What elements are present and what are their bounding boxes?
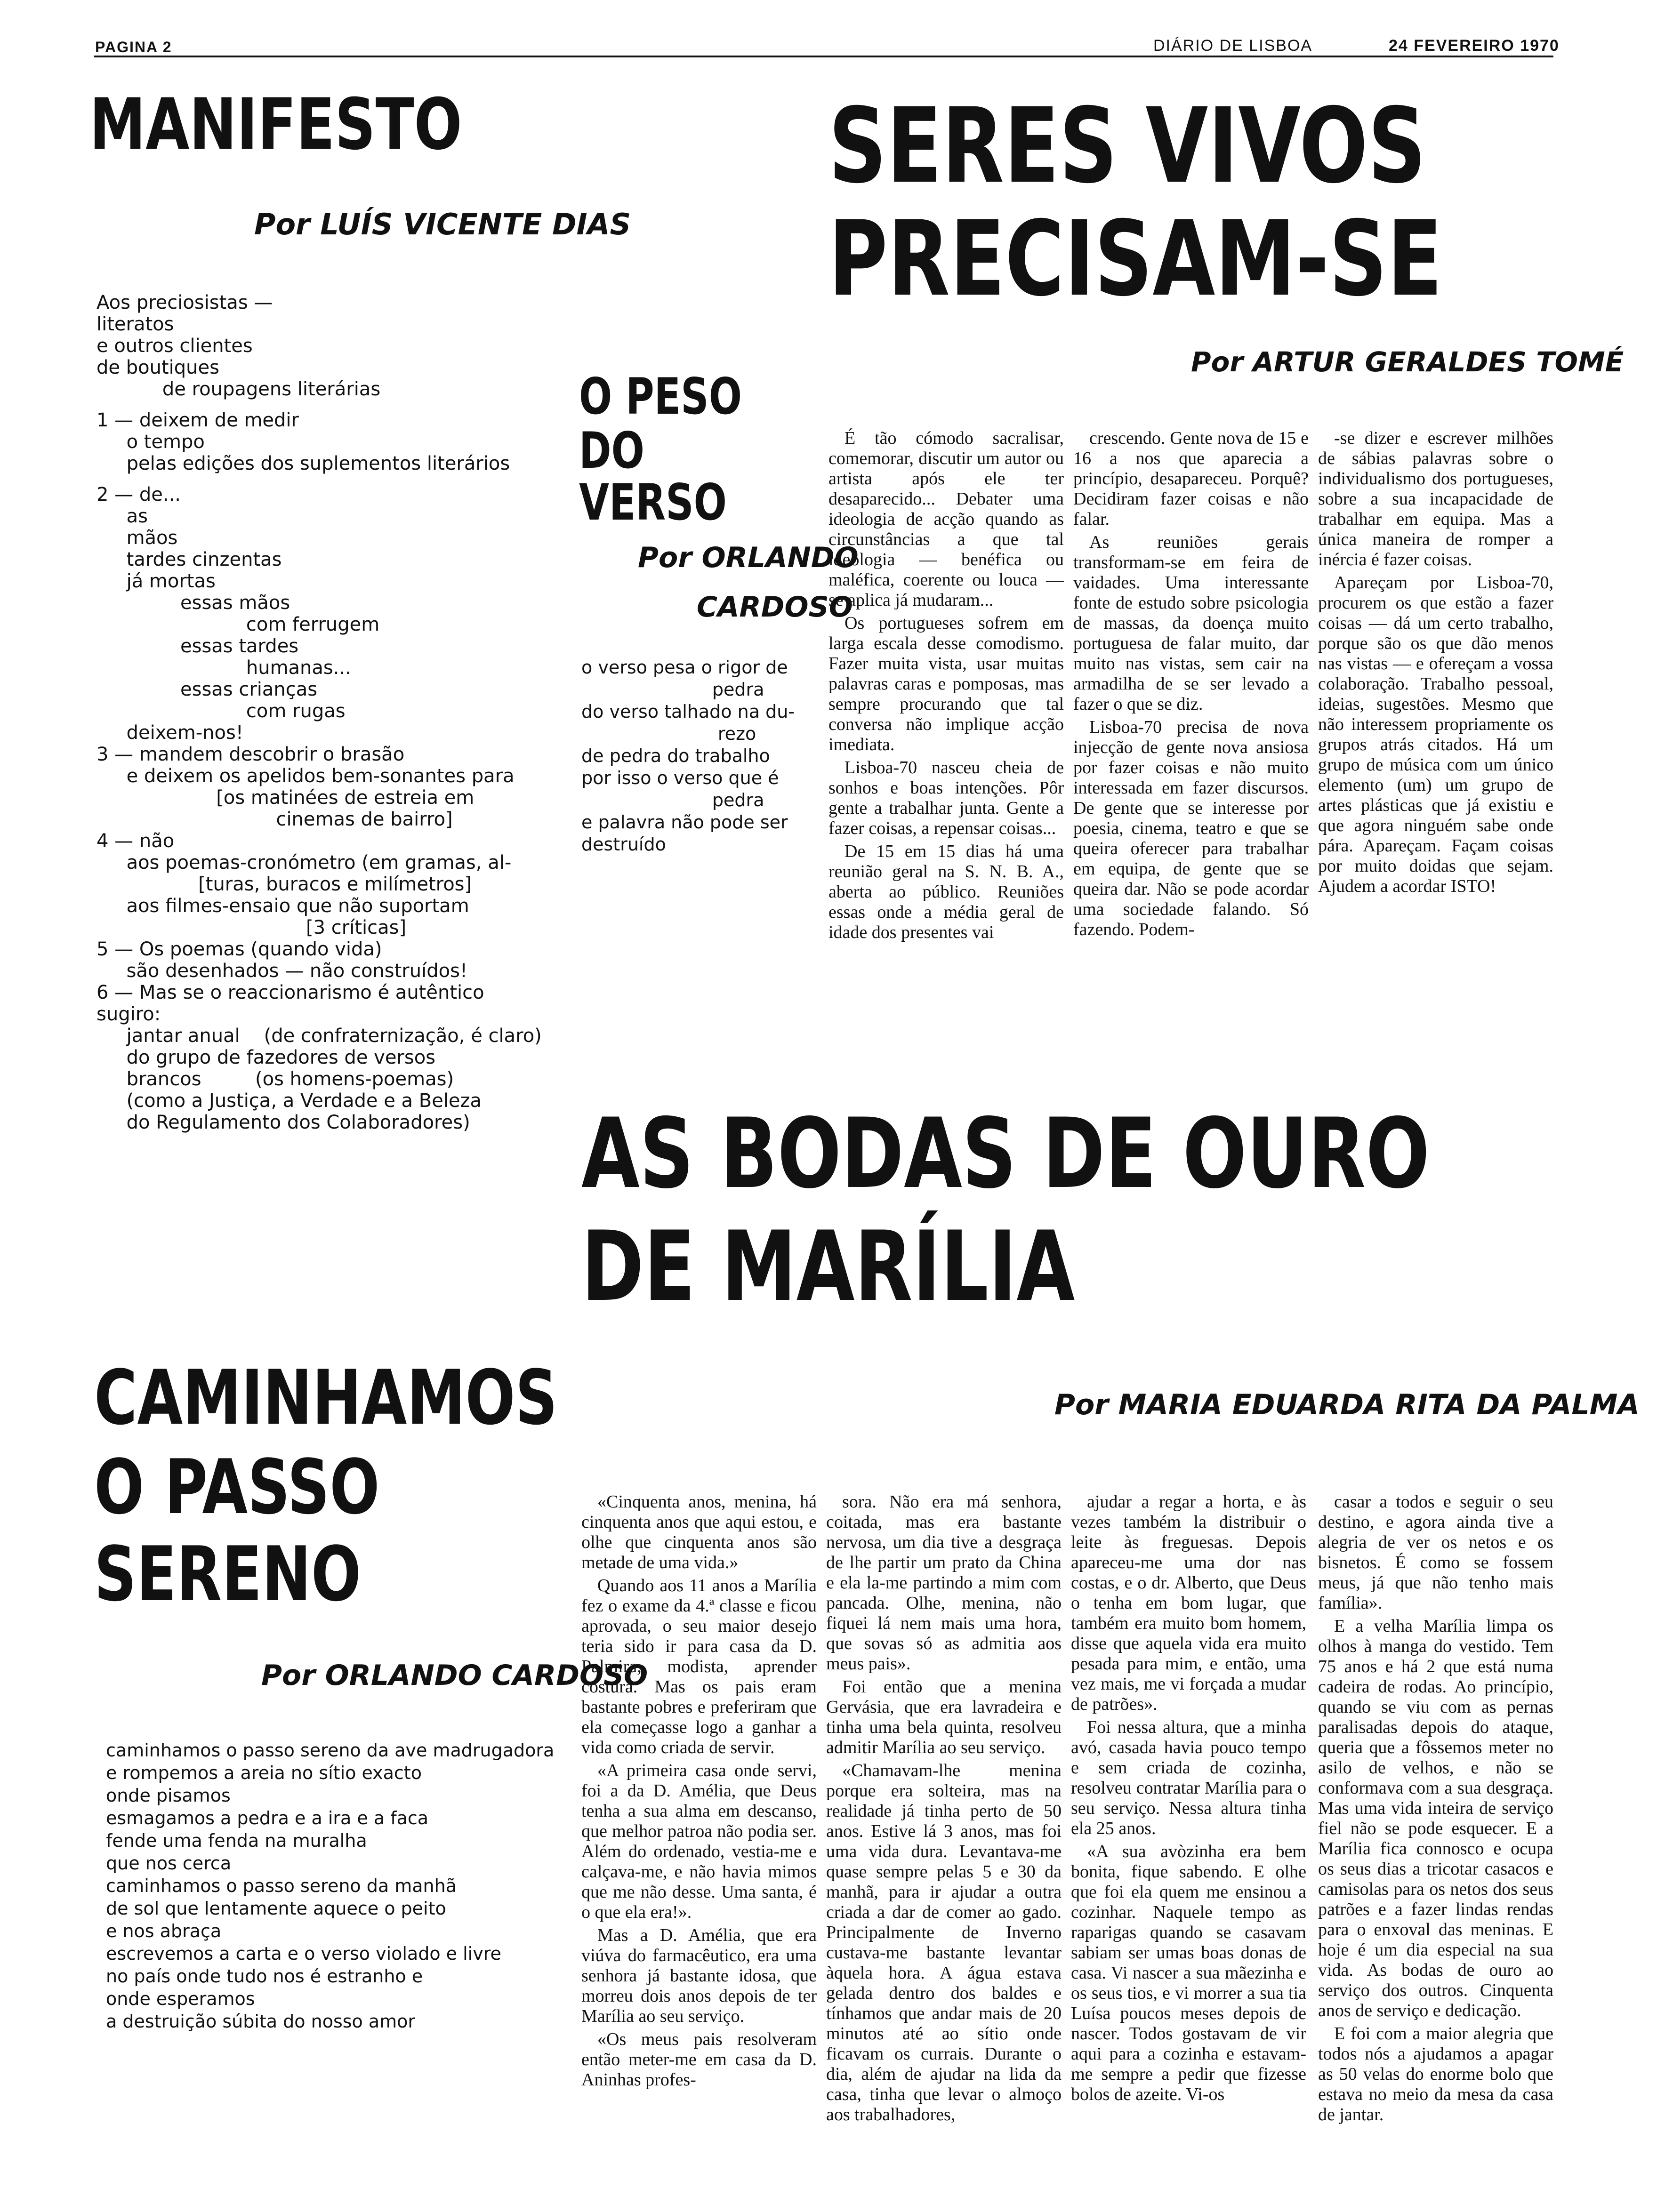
poem-line: escrevemos a carta e o verso violado e livre	[106, 1943, 501, 1964]
poem-line: tardes cinzentas	[97, 549, 282, 570]
peso-byline: CARDOSO	[697, 591, 853, 624]
paragraph: «A sua avòzinha era bem bonita, fique sabendo. E olhe que foi ela quem me ensinou a cozinhar. Naquele tempo as raparigas quando se casavam sabiam ser umas boas donas de casa. Vi nascer a sua mãezinha e os seus tios, e vi morrer a sua tia Luísa poucos meses depois de nascer. Todos gostavam de vir aqui para a cozinha e estavam-me sempre a pedir que fizesse bolos de azeite. Vi-os	[1071, 1842, 1306, 2104]
poem-line: pedra	[581, 790, 764, 810]
bodas-column	[1318, 1492, 1553, 2141]
poem-line: 2 — de...	[97, 484, 181, 505]
newspaper-name: DIÁRIO DE LISBOA	[1153, 37, 1313, 55]
caminhamos-byline: Por ORLANDO CARDOSO	[261, 1659, 648, 1692]
paragraph: «Os meus pais resolveram então meter-me em casa da D. Aninhas profes-	[581, 2029, 817, 2090]
paragraph: casar a todos e seguir o seu destino, e agora ainda tive a alegria de ver os netos e os bisnetos. É como se fossem meus, já que não tenho mais família».	[1318, 1492, 1553, 1613]
paragraph: Os portugueses sofrem em larga escala desse comodismo. Fazer muita vista, usar muitas palavras caras e pomposas, mas sempre procurando que tal conversa não implique acção imediata.	[828, 613, 1064, 754]
bodas-column	[581, 1492, 817, 2141]
poem-line: 1 — deixem de medir	[97, 409, 299, 431]
poem-line: sugiro:	[97, 1003, 161, 1025]
bodas-column	[1071, 1492, 1306, 2141]
caminhamos-poem	[106, 1739, 572, 2033]
peso-title-line: DO	[579, 422, 644, 480]
poem-line: onde esperamos	[106, 1988, 255, 2009]
poem-line: por isso o verso que é	[581, 768, 779, 788]
poem-line: 4 — não	[97, 830, 175, 852]
poem-line: fende uma fenda na muralha	[106, 1830, 367, 1851]
poem-line: de boutiques	[97, 357, 219, 378]
paragraph: «Chamavam-lhe menina porque era solteira, mas na realidade já tinha perto de 50 anos. Estive lá 3 anos, mas foi uma vida dura. Levantava-me quase sempre pelas 5 e 30 da manhã, para ir ajudar a outra criada a dar de comer ao gado. Principalmente de Inverno custava-me bastante levantar àquela hora. A água estava gelada dentro dos baldes e tínhamos que andar mais de 20 minutos até ao sítio onde ficavam os currais. Durante o dia, além de ajudar na lida da casa, tinha que levar o almoço aos trabalhadores,	[826, 1761, 1062, 2124]
poem-line: essas mãos	[97, 592, 290, 614]
poem-line: no país onde tudo nos é estranho e	[106, 1966, 423, 1987]
poem-line: que nos cerca	[106, 1853, 232, 1874]
poem-line: de pedra do trabalho	[581, 745, 770, 766]
poem-line: [os matinées de estreia em	[97, 787, 475, 809]
seres-title-line: PRECISAM-SE	[828, 199, 1443, 319]
paragraph: Foi então que a menina Gervásia, que era lavradeira e tinha uma bela quinta, resolveu admitir Marília ao seu serviço.	[826, 1677, 1062, 1757]
paragraph: sora. Não era má senhora, coitada, mas era bastante nervosa, um dia tive a desgraça de lhe partir um prato da China e ela la-me partindo a mim com pancada. Olhe, menina, não fiquei lá nem mais uma hora, que sovas só as admitia aos meus pais».	[826, 1492, 1062, 1674]
paragraph: As reuniões gerais transformam-se em feira de vaidades. Uma interessante fonte de estudo sobre psicologia de massas, da doença muito portuguesa de falar muito, dar muito nas vistas, sem cair na armadilha de se ser levado a fazer o que se diz.	[1073, 532, 1309, 714]
poem-line: caminhamos o passo sereno da manhã	[106, 1875, 457, 1896]
paragraph: E foi com a maior alegria que todos nós a ajudamos a apagar as 50 velas do enorme bolo que estava no meio da mesa da casa de jantar.	[1318, 2024, 1553, 2124]
poem-line: e nos abraça	[106, 1921, 222, 1941]
paragraph: E a velha Marília limpa os olhos à manga do vestido. Tem 75 anos e há 2 que está numa cadeira de rodas. Ao princípio, quando se viu com as pernas paralisadas depois do ataque, queria que a fôssemos meter no asilo de velhos, e não se conformava com a sua desgraça. Mas uma vida inteira de serviço fiel não se pode esquecer. E a Marília fica connosco e ocupa os seus dias a tricotar casacos e camisolas para os netos dos seus patrões e a fazer lindas rendas para o enxoval das meninas. E hoje é um dia especial na sua vida. As bodas de ouro ao serviço dos outros. Cinquenta anos de serviço e dedicação.	[1318, 1616, 1553, 2020]
poem-line: e deixem os apelidos bem-sonantes para	[97, 765, 515, 787]
poem-line: do verso talhado na du-	[581, 701, 795, 722]
peso-byline: Por ORLANDO	[638, 541, 859, 574]
poem-line: as	[97, 505, 148, 527]
poem-line: de sol que lentamente aquece o peito	[106, 1898, 446, 1919]
poem-line: com rugas	[97, 700, 346, 722]
paragraph: crescendo. Gente nova de 15 e 16 a nos que aparecia a princípio, desapareceu. Porquê? Decidiram fazer coisas e não falar.	[1073, 428, 1309, 529]
header-rule	[94, 56, 1553, 57]
seres-byline: Por ARTUR GERALDES TOMÉ	[1191, 346, 1624, 378]
poem-line: essas tardes	[97, 635, 299, 657]
poem-line: são desenhados — não construídos!	[97, 960, 467, 982]
issue-date: 24 FEVEREIRO 1970	[1389, 37, 1560, 55]
poem-line: cinemas de bairro]	[97, 809, 453, 830]
poem-line: o tempo	[97, 431, 205, 453]
bodas-title-line: DE MARÍLIA	[581, 1211, 1075, 1323]
poem-line: [3 críticas]	[97, 917, 407, 938]
poem-line: já mortas	[97, 570, 216, 592]
poem-line: aos filmes-ensaio que não suportam	[97, 895, 469, 917]
poem-line: onde pisamos	[106, 1785, 231, 1806]
poem-line: do Regulamento dos Colaboradores)	[97, 1112, 470, 1133]
poem-line: aos poemas-cronómetro (em gramas, al-	[97, 852, 512, 874]
poem-line: jantar anual (de confraternização, é claro)	[97, 1025, 542, 1047]
poem-line: e outros clientes	[97, 335, 253, 357]
paragraph: «A primeira casa onde servi, foi a da D. Amélia, que Deus tenha a sua alma em descanso, que melhor patroa não podia ser. Além do ordenado, vestia-me e calçava-me, e não havia mimos que me não desse. Uma santa, é o que ela era!».	[581, 1761, 817, 1922]
paragraph: Apareçam por Lisboa-70, procurem os que estão a fazer coisas — dá um certo trabalho, porque são os que dão menos nas vistas — e ofereçam a vossa colaboração. Trabalho pessoal, ideias, sugestões. Mesmo que não interessem propriamente os grupos atrás citados. Há um grupo de música com um único elemento (um) um grupo de artes plásticas que já existiu e que agora ninguém sabe onde pára. Apareçam. Façam coisas por muito doidas que sejam. Ajudem a acordar ISTO!	[1318, 573, 1553, 896]
poem-line: de roupagens literárias	[97, 378, 381, 400]
poem-line: essas crianças	[97, 679, 318, 700]
poem-line: pelas edições dos suplementos literários	[97, 453, 510, 474]
poem-line: 3 — mandem descobrir o brasão	[97, 744, 405, 765]
poem-line: pedra	[581, 679, 764, 700]
poem-line: 5 — Os poemas (quando vida)	[97, 938, 382, 960]
paragraph: É tão cómodo sacralisar, comemorar, discutir um autor ou artista após ele ter desaparecido... Debater uma ideologia de acção quando as circunstâncias a que tal ideologia — benéfica ou maléfica, coerente ou louca — se aplica já mudaram...	[828, 428, 1064, 610]
paragraph: Quando aos 11 anos a Marília fez o exame da 4.ª classe e ficou aprovada, o seu maior desejo teria sido ir para casa da D. Palmira, modista, aprender costura. Mas os pais eram bastante pobres e preferiram que ela começasse logo a ganhar a vida como criada de servir.	[581, 1576, 817, 1757]
seres-column	[828, 428, 1064, 942]
seres-column	[1073, 428, 1309, 939]
page-number: PAGINA 2	[95, 39, 172, 56]
caminhamos-title-line: SERENO	[94, 1530, 362, 1618]
poem-line: e palavra não pode ser	[581, 812, 788, 833]
paragraph: -se dizer e escrever milhões de sábias palavras sobre o individualismo dos portugueses, sobre a sua incapacidade de trabalhar em equipa. Mas a única maneira de romper a inércia é fazer coisas.	[1318, 428, 1553, 569]
bodas-title-line: AS BODAS DE OURO	[581, 1098, 1430, 1210]
paragraph: Mas a D. Amélia, que era viúva do farmacêutico, era uma senhora já bastante idosa, que morreu dois anos depois de ter Marília ao seu serviço.	[581, 1925, 817, 2026]
caminhamos-title-line: O PASSO	[94, 1443, 380, 1531]
bodas-byline: Por MARIA EDUARDA RITA DA PALMA	[1054, 1388, 1640, 1421]
poem-line: Aos preciosistas —	[97, 292, 273, 313]
paragraph: Foi nessa altura, que a minha avó, casada havia pouco tempo e sem criada de cozinha, resolveu contratar Marília para o seu serviço. Nessa altura tinha ela 25 anos.	[1071, 1717, 1306, 1838]
bodas-column	[826, 1492, 1062, 2141]
caminhamos-title-line: CAMINHAMOS	[94, 1354, 558, 1442]
paragraph: ajudar a regar a horta, e às vezes também la distribuir o leite às freguesas. Depois apareceu-me uma dor nas costas, e o dr. Alberto, que Deus o tenha em bom lugar, que também era muito bom homem, disse que aquela vida era muito pesada para mim, e então, uma vez mais, me vi forçada a mudar de patrões».	[1071, 1492, 1306, 1714]
poem-line: esmagamos a pedra e a ira e a faca	[106, 1808, 429, 1828]
poem-line: do grupo de fazedores de versos	[97, 1047, 436, 1068]
poem-line: com ferrugem	[97, 614, 380, 635]
manifesto-title: MANIFESTO	[89, 84, 462, 166]
poem-line: literatos	[97, 313, 174, 335]
poem-line: e rompemos a areia no sítio exacto	[106, 1763, 422, 1783]
seres-title-line: SERES VIVOS	[828, 86, 1426, 206]
poem-line: deixem-nos!	[97, 722, 243, 744]
poem-line: [turas, buracos e milímetros]	[97, 874, 472, 895]
poem-line: caminhamos o passo sereno da ave madrugadora	[106, 1740, 555, 1761]
peso-poem	[581, 657, 817, 856]
paragraph: Lisboa-70 nasceu cheia de sonhos e boas intenções. Pôr gente a trabalhar junta. Gente a fazer coisas, a repensar coisas...	[828, 758, 1064, 838]
poem-line: a destruição súbita do nosso amor	[106, 2011, 416, 2032]
poem-line: (como a Justiça, a Verdade e a Beleza	[97, 1090, 482, 1112]
poem-line: 6 — Mas se o reaccionarismo é autêntico	[97, 982, 484, 1003]
paragraph: De 15 em 15 dias há uma reunião geral na S. N. B. A., aberta ao público. Reuniões essas onde a média geral de idade dos presentes vai	[828, 842, 1064, 942]
poem-line: o verso pesa o rigor de	[581, 657, 788, 678]
poem-line: brancos (os homens-poemas)	[97, 1068, 454, 1090]
manifesto-poem	[97, 292, 591, 1133]
peso-title-line: VERSO	[579, 473, 727, 531]
manifesto-byline: Por LUÍS VICENTE DIAS	[254, 207, 631, 241]
seres-column	[1318, 428, 1553, 896]
poem-line: destruído	[581, 834, 666, 855]
peso-title-line: O PESO	[579, 368, 742, 425]
poem-line: humanas...	[97, 657, 351, 679]
paragraph: Lisboa-70 precisa de nova injecção de gente nova ansiosa por fazer coisas e não muito interessada em fazer discursos. De gente que se interesse por poesia, cinema, teatro e que se queira oferecer para trabalhar em equipa, de gente que se queira dar. Não se pode acordar uma sociedade falando. Só fazendo. Podem-	[1073, 717, 1309, 939]
poem-line: mãos	[97, 527, 178, 549]
poem-line: rezo	[581, 723, 756, 744]
paragraph: «Cinquenta anos, menina, há cinquenta anos que aqui estou, e olhe que cinquenta anos são metade de uma vida.»	[581, 1492, 817, 1572]
